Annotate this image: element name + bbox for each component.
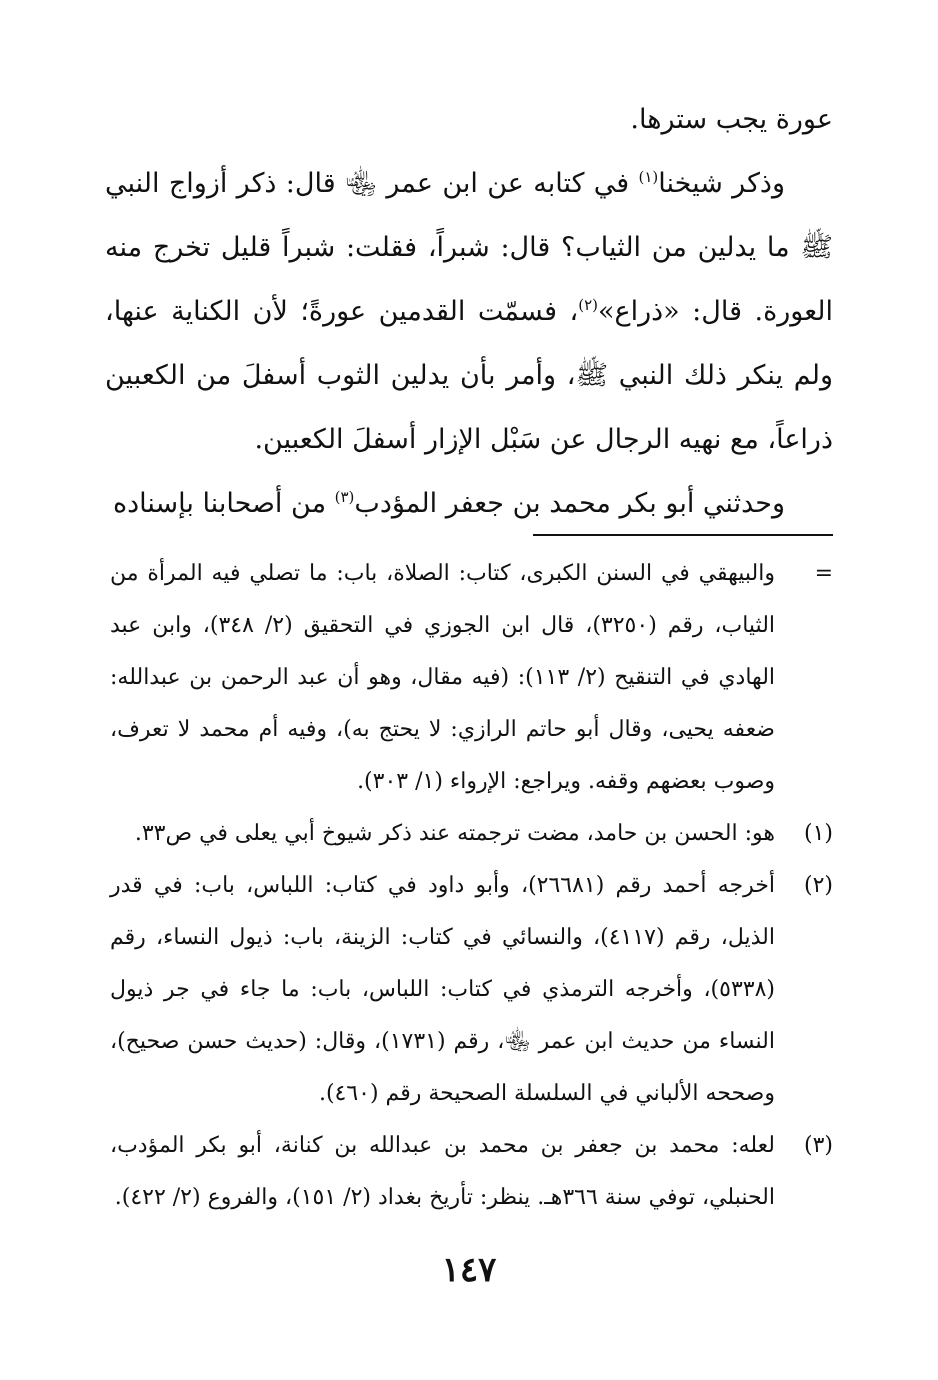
page-number: ١٤٧ xyxy=(441,1250,497,1290)
footnote-separator xyxy=(533,534,833,536)
paragraph-1: عورة يجب سترها. xyxy=(630,104,833,135)
footnote-marker: (٣) xyxy=(803,1133,833,1158)
footnote-marker: (١) xyxy=(803,821,833,846)
footnote-text: أخرجه أحمد رقم (٢٦٦٨١)، وأبو داود في كتاب: اللباس، باب: في قدر الذيل، رقم (٤١١٧)، والنسائي في كتاب: الزينة، باب: ذيول النساء، رقم (٥٣٣٨)، وأخرجه الترمذي في كتاب: اللباس، باب: ما جاء في جر ذيول النساء من حديث ابن عمر ﵄، رقم (١٧٣١)، وقال: (حديث حسن صحيح)، وصححه الألباني في السلسلة الصحيحة رقم (٤٦٠). xyxy=(110,873,775,1106)
paragraph-3-part-b: من أصحابنا بإسناده xyxy=(112,488,335,519)
footnote-marker: = xyxy=(814,561,833,586)
footnotes xyxy=(110,548,833,1224)
footnote-3 xyxy=(110,1120,833,1224)
paragraph-3 xyxy=(105,472,833,536)
footnote-1 xyxy=(110,808,833,860)
footnote-2 xyxy=(110,860,833,1120)
footnote-continued xyxy=(110,548,833,808)
main-text xyxy=(105,88,833,536)
footnote-ref-1: (١) xyxy=(638,168,659,186)
footnote-ref-2: (٢) xyxy=(578,296,598,314)
footnote-text: هو: الحسن بن حامد، مضت ترجمته عند ذكر شيوخ أبي يعلى في ص٣٣. xyxy=(134,821,775,846)
paragraph-2-part-a: وذكر شيخنا xyxy=(658,168,785,199)
footnote-text: لعله: محمد بن جعفر بن محمد بن عبدالله بن كنانة، أبو بكر المؤدب، الحنبلي، توفي سنة ٣٦٦هـ. ينظر: تأريخ بغداد (٢/ ١٥١)، والفروع (٢/ ٤٢٢). xyxy=(110,1133,775,1210)
paragraph-2-part-c: ، فسمّت القدمين عورةً؛ لأن الكناية عنها، ولم ينكر ذلك النبي ﷺ، وأمر بأن يدلين الثوب أسفلَ من الكعبين ذراعاً، مع نهيه الرجال عن سَبْل الإزار أسفلَ الكعبين. xyxy=(105,296,833,455)
paragraph-3-part-a: وحدثني أبو بكر محمد بن جعفر المؤدب xyxy=(354,488,785,519)
paragraph-2 xyxy=(105,152,833,472)
footnote-ref-3: (٣) xyxy=(334,488,355,506)
paragraph-2-part-b: في كتابه عن ابن عمر ﵄ قال: ذكر أزواج النبي ﷺ ما يدلين من الثياب؟ قال: شبراً، فقلت: شبراً قليل تخرج منه العورة. قال: «ذراع» xyxy=(105,168,833,327)
footnote-text: والبيهقي في السنن الكبرى، كتاب: الصلاة، باب: ما تصلي فيه المرأة من الثياب، رقم (٣٢٥٠)، قال ابن الجوزي في التحقيق (٢/ ٣٤٨)، وابن عبد الهادي في التنقيح (٢/ ١١٣): (فيه مقال، وهو أن عبد الرحمن بن عبدالله: ضعفه يحيى، وقال أبو حاتم الرازي: لا يحتج به)، وفيه أم محمد لا تعرف، وصوب بعضهم وقفه. ويراجع: الإرواء (١/ ٣٠٣). xyxy=(110,561,776,794)
footnote-marker: (٢) xyxy=(803,873,833,898)
